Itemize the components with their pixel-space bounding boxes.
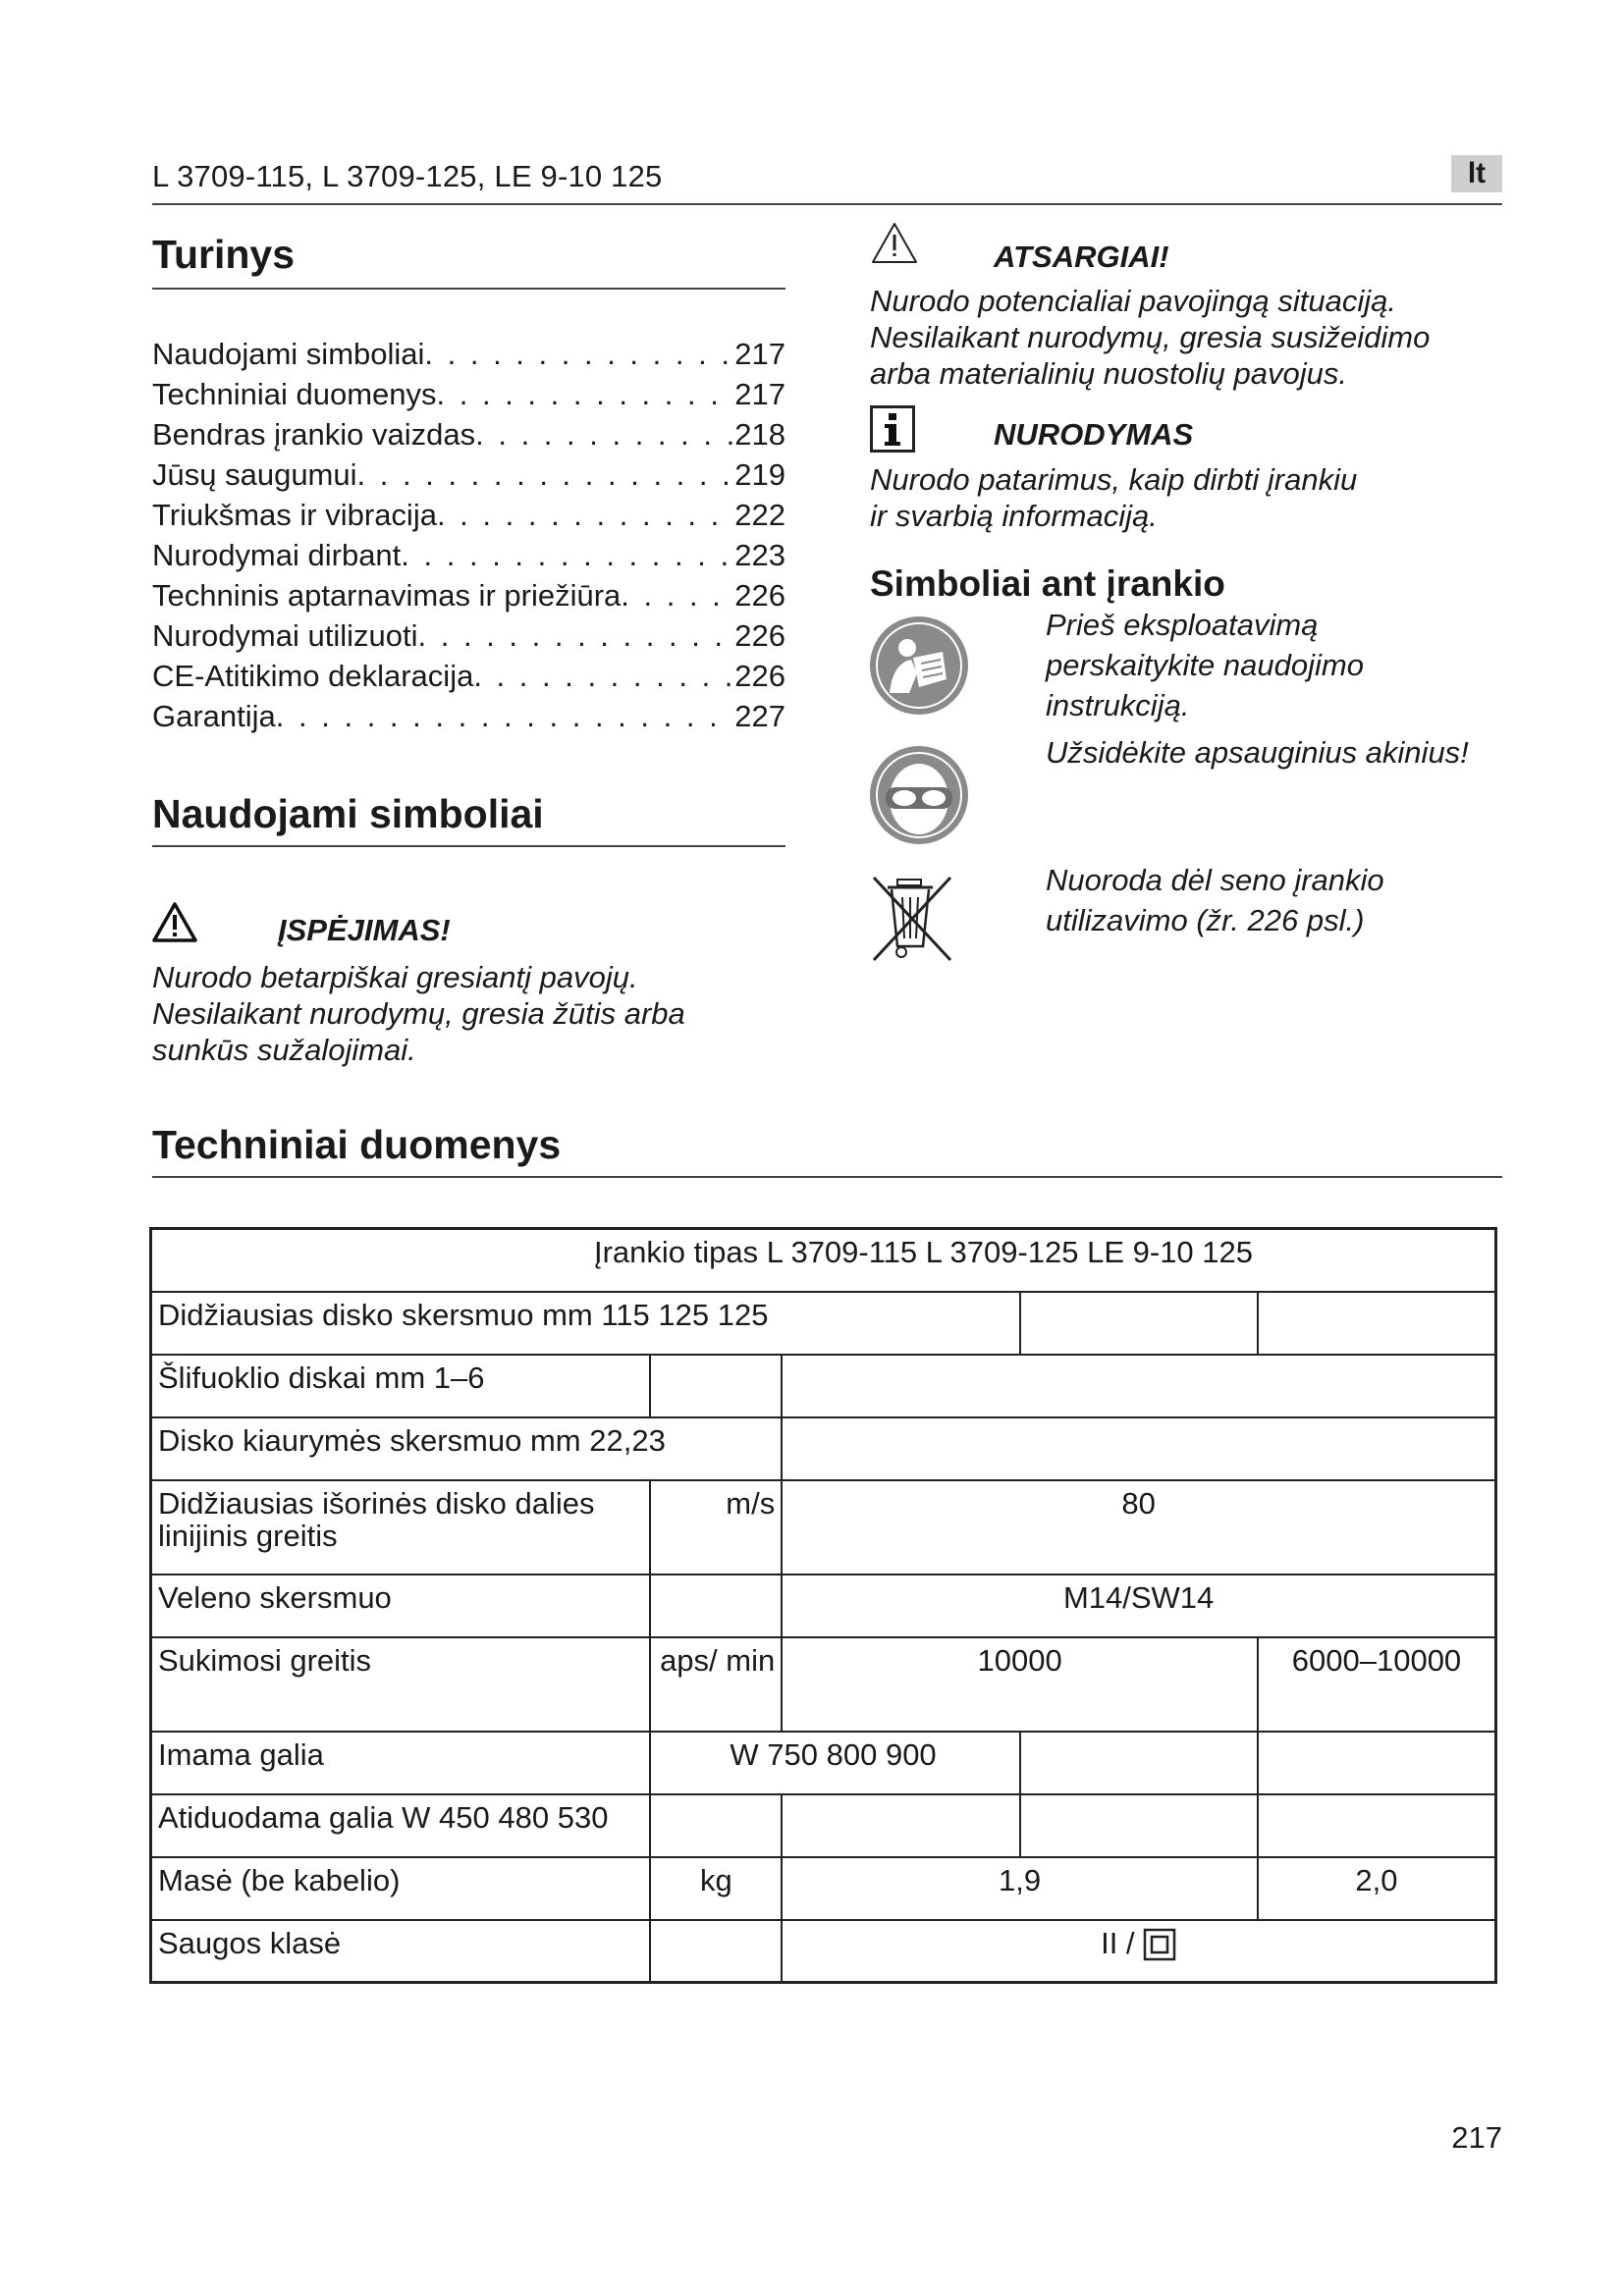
- toc-item[interactable]: Techniniai duomenys . . . 217: [152, 374, 785, 414]
- row-label: Didžiausias išorinės disko dalies linijinis greitis: [151, 1480, 651, 1575]
- warning-text: Nurodo betarpiškai gresiantį pavojų. Nesilaikant nurodymų, gresia žūtis arba sunkūs sužalojimai.: [152, 960, 685, 1067]
- caution-triangle-icon: [871, 221, 918, 264]
- info-icon: [870, 405, 915, 453]
- symbols-section-title: Naudojami simboliai: [152, 791, 544, 836]
- row-label: Imama galia: [151, 1732, 651, 1794]
- tech-data-table: [149, 1227, 1497, 1984]
- table-of-contents: [152, 334, 785, 736]
- table-row: [151, 1480, 1496, 1575]
- protection-class-text: II /: [1101, 1925, 1135, 1960]
- safety-goggles-icon: [868, 744, 970, 846]
- symbols-divider: [152, 845, 785, 847]
- read-manual-icon: [868, 614, 970, 717]
- toc-item[interactable]: Bendras įrankio vaizdas . . . 218: [152, 414, 785, 454]
- toc-item[interactable]: Jūsų saugumui . . . 219: [152, 454, 785, 495]
- row-value: 10000: [782, 1637, 1258, 1732]
- row-unit: aps/ min: [650, 1637, 782, 1732]
- goggles-symbol-text: Užsidėkite apsauginius akinius!: [1046, 735, 1469, 770]
- row-unit: W 750 800 900: [650, 1732, 1019, 1794]
- language-badge: lt: [1451, 155, 1502, 192]
- toc-item[interactable]: Nurodymai utilizuoti . . . 226: [152, 615, 785, 656]
- row-label: Disko kiaurymės skersmuo mm 22,23: [151, 1417, 783, 1480]
- toc-item[interactable]: Techninis aptarnavimas ir priežiūra . . . 226: [152, 575, 785, 615]
- row-label: Atiduodama galia W 450 480 530: [151, 1794, 651, 1857]
- table-row: [151, 1732, 1496, 1794]
- row-label: Didžiausias disko skersmuo mm 115 125 125: [151, 1292, 1020, 1355]
- row-value: [782, 1920, 1495, 1983]
- manual-symbol-text: Prieš eksploatavimą perskaitykite naudojimo instrukciją.: [1046, 608, 1364, 722]
- toc-item[interactable]: Garantija . . . 227: [152, 696, 785, 736]
- row-value: 1,9: [782, 1857, 1258, 1920]
- row-value: 6000–10000: [1258, 1637, 1496, 1732]
- note-title: NURODYMAS: [994, 417, 1194, 452]
- tool-symbols-title: Simboliai ant įrankio: [870, 563, 1225, 604]
- row-unit: kg: [650, 1857, 782, 1920]
- table-row: [151, 1920, 1496, 1983]
- double-insulation-icon: [1143, 1928, 1176, 1961]
- row-value: 80: [782, 1480, 1495, 1575]
- table-row: [151, 1794, 1496, 1857]
- tech-data-title: Techniniai duomenys: [152, 1122, 562, 1167]
- header-models: L 3709-115, L 3709-125, LE 9-10 125: [152, 159, 663, 193]
- page-number: 217: [1451, 2120, 1502, 2155]
- row-label: Sukimosi greitis: [151, 1637, 651, 1732]
- row-label: Šlifuoklio diskai mm 1–6: [151, 1355, 651, 1417]
- row-value: M14/SW14: [782, 1575, 1495, 1637]
- crossed-bin-disposal-icon: [868, 872, 956, 964]
- row-label: Veleno skersmuo: [151, 1575, 651, 1637]
- row-label: Masė (be kabelio): [151, 1857, 651, 1920]
- tech-divider: [152, 1176, 1502, 1178]
- caution-text: Nurodo potencialiai pavojingą situaciją. Nesilaikant nurodymų, gresia susižeidimo arba materialinių nuostolių pavojus.: [870, 284, 1431, 391]
- disposal-symbol-text: Nuoroda dėl seno įrankio utilizavimo (žr. 226 psl.): [1046, 863, 1384, 937]
- toc-item[interactable]: CE-Atitikimo deklaracija . . . 226: [152, 656, 785, 696]
- header-divider: [152, 203, 1502, 205]
- row-value: 2,0: [1258, 1857, 1496, 1920]
- table-row: [151, 1417, 1496, 1480]
- toc-item[interactable]: Naudojami simboliai . . . 217: [152, 334, 785, 374]
- toc-title: Turinys: [152, 232, 296, 277]
- table-row: [151, 1292, 1496, 1355]
- table-row: [151, 1229, 1496, 1292]
- caution-title: ATSARGIAI!: [994, 240, 1169, 274]
- warning-triangle-icon: [152, 901, 197, 942]
- row-unit: m/s: [650, 1480, 782, 1575]
- toc-divider: [152, 288, 785, 290]
- table-row: [151, 1857, 1496, 1920]
- table-row: [151, 1355, 1496, 1417]
- warning-title: ĮSPĖJIMAS!: [278, 913, 451, 947]
- toc-item[interactable]: Triukšmas ir vibracija . . . 222: [152, 495, 785, 535]
- table-row: [151, 1575, 1496, 1637]
- table-row: [151, 1637, 1496, 1732]
- row-label: Saugos klasė: [151, 1920, 651, 1983]
- tool-type-cell: Įrankio tipas L 3709-115 L 3709-125 LE 9-10 125: [151, 1229, 1496, 1292]
- note-text: Nurodo patarimus, kaip dirbti įrankiu ir svarbią informaciją.: [870, 462, 1358, 533]
- toc-item[interactable]: Nurodymai dirbant . . . 223: [152, 535, 785, 575]
